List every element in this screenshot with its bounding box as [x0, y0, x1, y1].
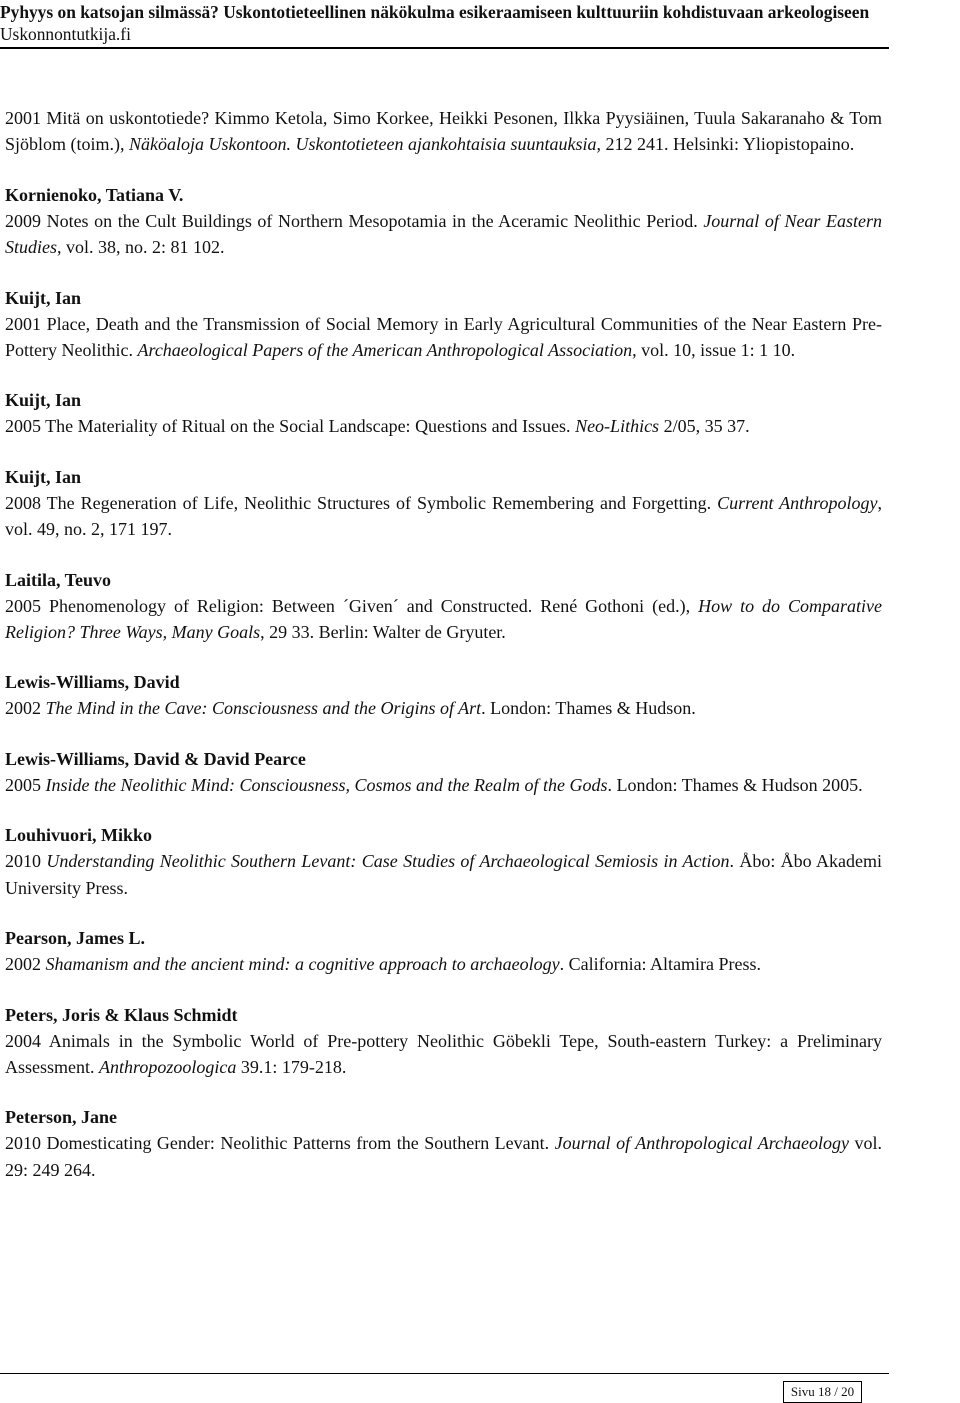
reference-entry [5, 925, 882, 977]
reference-entry [5, 285, 882, 364]
header-title: Pyhyys on katsojan silmässä? Uskontotieteellinen näkökulma esikeraamiseen kulttuuriin kohdistuvaan arkeologiseen [0, 2, 870, 22]
reference-text: 2004 Animals in the Symbolic World of Pre-pottery Neolithic Göbekli Tepe, South-eastern Turkey: a Preliminary Assessment. Anthropozoologica 39.1: 179-218. [5, 1030, 882, 1077]
reference-author: Louhivuori, Mikko [5, 825, 153, 846]
page-footer [0, 1373, 960, 1400]
reference-text: 2009 Notes on the Cult Buildings of Northern Mesopotamia in the Aceramic Neolithic Period. Journal of Near Eastern Studies, vol. 38, no. 2: 81 102. [5, 210, 882, 258]
reference-text: 2001 Mitä on uskontotiede? Kimmo Ketola, Simo Korkee, Heikki Pesonen, Ilkka Pyysiäinen, Tuula Sakaranaho & Tom Sjöblom (toim.), Näköaloja Uskontoon. Uskontotieteen ajankohtaisia suuntauksia, 212 241. Helsinki: Yliopistopaino. [5, 108, 882, 155]
reference-text: 2001 Place, Death and the Transmission of Social Memory in Early Agricultural Communities of the Near Eastern Pre-Pottery Neolithic. Archaeological Papers of the American Anthropological Association, vol. 10, issue 1: 1 10. [5, 313, 882, 361]
reference-text: 2010 Understanding Neolithic Southern Levant: Case Studies of Archaeological Semiosis in Action. Åbo: Åbo Akademi University Press. [5, 851, 883, 898]
reference-entry [5, 822, 882, 901]
reference-text: 2005 Inside the Neolithic Mind: Consciousness, Cosmos and the Realm of the Gods. London: Thames & Hudson 2005. [5, 774, 863, 795]
reference-text: 2002 Shamanism and the ancient mind: a cognitive approach to archaeology. California: Altamira Press. [5, 954, 762, 975]
reference-text: 2008 The Regeneration of Life, Neolithic Structures of Symbolic Remembering and Forgetting. Current Anthropology, vol. 49, no. 2, 171 197. [5, 492, 883, 540]
reference-text: 2002 The Mind in the Cave: Consciousness and the Origins of Art. London: Thames & Hudson. [5, 698, 696, 719]
reference-author: Peterson, Jane [5, 1107, 117, 1128]
reference-entry [5, 669, 882, 721]
reference-author: Pearson, James L. [5, 928, 145, 949]
reference-entry [5, 1104, 882, 1183]
reference-entry [5, 1002, 882, 1081]
reference-text: 2005 Phenomenology of Religion: Between ´Given´ and Constructed. René Gothoni (ed.), How to do Comparative Religion? Three Ways, Many Goals, 29 33. Berlin: Walter de Gryuter. [5, 595, 883, 643]
reference-entry [5, 387, 882, 439]
reference-list [5, 105, 882, 1207]
reference-entry [5, 567, 882, 646]
reference-author: Lewis-Williams, David [5, 672, 180, 693]
reference-author: Peters, Joris & Klaus Schmidt [5, 1004, 238, 1025]
reference-entry [5, 464, 882, 543]
reference-author: Kuijt, Ian [5, 466, 82, 487]
page-number: Sivu 18 / 20 [783, 1381, 862, 1403]
reference-author: Laitila, Teuvo [5, 569, 112, 590]
reference-entry [5, 182, 882, 261]
reference-author: Kuijt, Ian [5, 287, 82, 308]
page-header [0, 0, 960, 52]
header-divider [0, 47, 889, 49]
reference-author: Lewis-Williams, David & David Pearce [5, 748, 306, 769]
reference-entry [5, 105, 882, 158]
reference-author: Kuijt, Ian [5, 390, 82, 411]
reference-author: Kornienoko, Tatiana V. [5, 184, 184, 205]
header-site-name: Uskonnontutkija.fi [0, 24, 131, 44]
footer-divider [0, 1373, 889, 1374]
reference-text: 2005 The Materiality of Ritual on the Social Landscape: Questions and Issues. Neo-Lithics 2/05, 35 37. [5, 416, 750, 437]
reference-entry [5, 746, 882, 798]
reference-text: 2010 Domesticating Gender: Neolithic Patterns from the Southern Levant. Journal of Anthropological Archaeology vol. 29: 249 264. [5, 1133, 882, 1180]
